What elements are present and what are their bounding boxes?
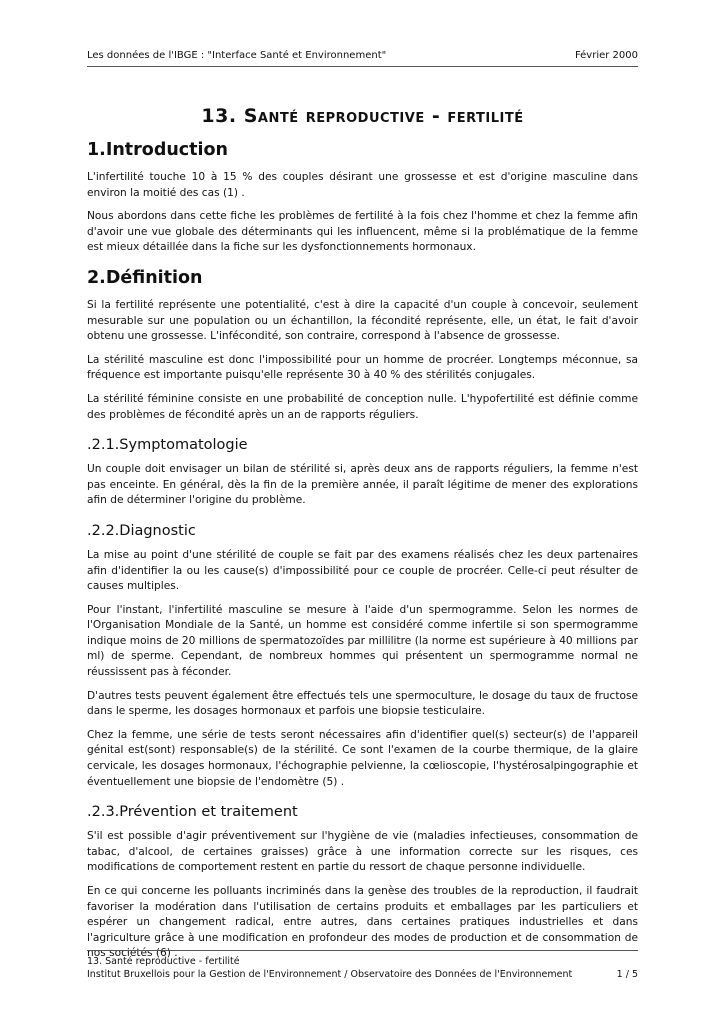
footer-row xyxy=(87,968,638,981)
subsection-heading: .2.1.Symptomatologie xyxy=(87,437,248,454)
subsection-prevention xyxy=(87,802,638,962)
paragraph: En ce qui concerne les polluants incriminés dans la genèse des troubles de la reproduction, il faudrait favoriser la modération dans l'utilisation de certains produits et emballages par les particuliers et espérer un changement radical, entre autres, dans certaines pratiques industrielles et dans l'agriculture grâce à une modification en profondeur des modes de production et de consommation de nos sociétés (6) . xyxy=(87,885,638,960)
paragraph: La stérilité masculine est donc l'impossibilité pour un homme de procréer. Longtemps méconnue, sa fréquence est importante puisqu'elle représente 30 à 40 % des stérilités conjugales. xyxy=(87,353,638,382)
paragraph: La mise au point d'une stérilité de couple se fait par des examens réalisés chez les deux partenaires afin d'identifier la ou les cause(s) d'impossibilité pour ce couple de procréer. Celle-ci peut résulter de causes multiples. xyxy=(87,548,638,593)
paragraph: Un couple doit envisager un bilan de stérilité si, après deux ans de rapports réguliers, la femme n'est pas enceinte. En général, dès la fin de la première année, il paraît légitime de mener des explorations afin de déterminer l'origine du problème. xyxy=(87,463,638,507)
paragraph: Chez la femme, une série de tests seront nécessaires afin d'identifier quel(s) secteur(s) de l'appareil génital est(sont) responsable(s) de la stérilité. Ce sont l'examen de la courbe thermique, de la glaire cervicale, les dosages hormonaux, l'échographie pelvienne, la cœlioscopie, l'hystérosalpingographie et éventuellement une biopsie de l'endomètre (5) . xyxy=(87,728,638,788)
page-header xyxy=(87,50,638,67)
section-definition xyxy=(87,266,638,423)
paragraph: L'infertilité touche 10 à 15 % des couples désirant une grossesse et est d'origine masculine dans environ la moitié des cas (1) . xyxy=(87,171,638,199)
page-number: 1 / 5 xyxy=(616,969,638,980)
subsection-diagnostic xyxy=(87,521,638,790)
header-date: Février 2000 xyxy=(574,50,638,61)
subsection-symptomatologie xyxy=(87,435,638,509)
page-footer xyxy=(87,950,638,981)
title-number: 13. xyxy=(201,105,237,127)
section-introduction xyxy=(87,138,638,256)
paragraph: S'il est possible d'agir préventivement sur l'hygiène de vie (maladies infectieuses, consommation de tabac, d'alcool, de certaines graisses) grâce à une information correcte sur les risques, ces modifications de comportement restent en partie du ressort de chaque personne individuelle. xyxy=(87,830,638,874)
section-heading: 1.Introduction xyxy=(87,140,229,160)
document-body xyxy=(87,104,638,970)
paragraph: Si la fertilité représente une potentialité, c'est à dire la capacité d'un couple à concevoir, seulement mesurable sur une population ou un échantillon, la fécondité représente, elle, un état, le fait d'avoir obtenu une grossesse. L'infécondité, son contraire, correspond à l'absence de grossesse. xyxy=(87,298,638,343)
subsection-heading: .2.2.Diagnostic xyxy=(87,522,196,539)
header-source: Les données de l'IBGE : "Interface Santé et Environnement" xyxy=(87,50,387,61)
footer-title: 13. Santé reproductive - fertilité xyxy=(87,956,240,967)
paragraph: D'autres tests peuvent également être effectués tels une spermoculture, le dosage du taux de fructose dans le sperme, les dosages hormonaux et parfois une biopsie testiculaire. xyxy=(87,689,638,718)
subsection-heading: .2.3.Prévention et traitement xyxy=(87,804,298,821)
footer-institution: Institut Bruxellois pour la Gestion de l'Environnement / Observatoire des Données de l'Environnement xyxy=(87,969,573,980)
page-title xyxy=(87,104,638,128)
section-heading: 2.Définition xyxy=(87,267,203,288)
title-text: Santé reproductive - fertilité xyxy=(243,105,524,127)
paragraph: La stérilité féminine consiste en une probabilité de conception nulle. L'hypofertilité est définie comme des problèmes de fécondité après un an de rapports réguliers. xyxy=(87,392,638,421)
paragraph: Pour l'instant, l'infertilité masculine se mesure à l'aide d'un spermogramme. Selon les normes de l'Organisation Mondiale de la Santé, un homme est considéré comme infertile si son spermogramme indique moins de 20 millions de spermatozoïdes par millilitre (la norme est supérieure à 40 millions par ml) de sperme. Cependant, de nombreux hommes qui présentent un spermogramme normal ne réussissent pas à féconder. xyxy=(87,603,638,679)
paragraph: Nous abordons dans cette fiche les problèmes de fertilité à la fois chez l'homme et chez la femme afin d'avoir une vue globale des déterminants qui les influencent, même si la problématique de la femme est mieux détaillée dans la fiche sur les dysfonctionnements hormonaux. xyxy=(87,210,638,254)
